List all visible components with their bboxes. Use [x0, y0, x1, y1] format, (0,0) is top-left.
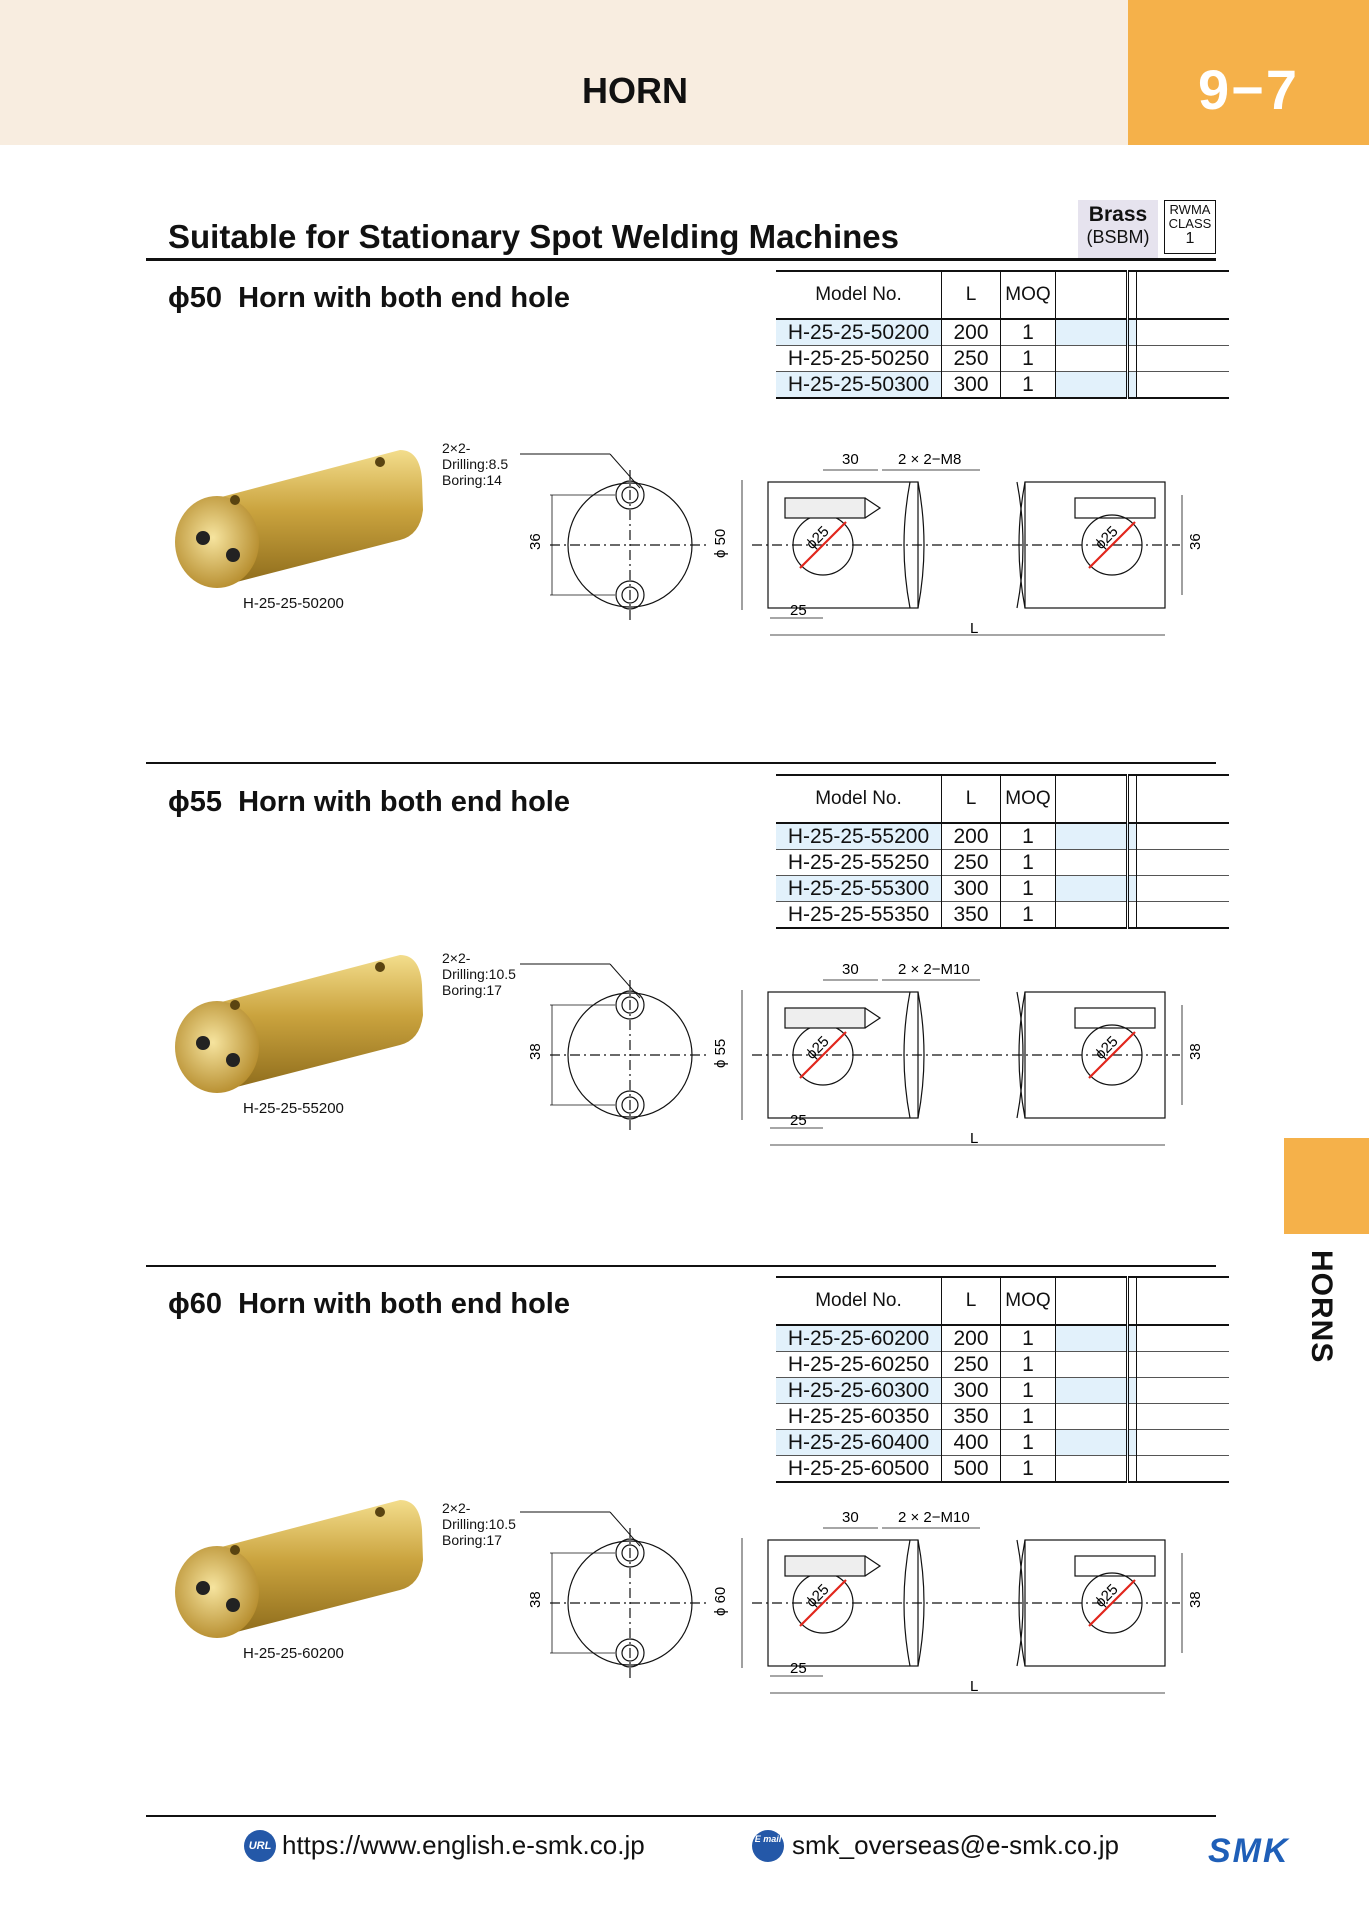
dim-bore-left: ϕ25	[802, 1581, 833, 1611]
dim-length: L	[970, 1130, 979, 1147]
length-cell: 350	[942, 902, 1001, 929]
section-title	[168, 786, 570, 819]
class-label: CLASS	[1168, 216, 1212, 231]
blank-cell	[1056, 319, 1128, 346]
side-tab-label	[1292, 1250, 1352, 1380]
photo-label: H-25-25-55200	[243, 1100, 344, 1117]
spec-table	[776, 774, 1229, 929]
product-photo	[165, 945, 430, 1105]
rwma-class-value: 1	[1185, 230, 1195, 247]
table-row	[776, 1404, 1229, 1430]
page-number-tab: 9−7	[1128, 0, 1369, 145]
spec-table	[776, 1276, 1229, 1483]
moq-cell: 1	[1001, 1430, 1056, 1456]
model-cell: H-25-25-60300	[776, 1378, 942, 1404]
col-header-moq: MOQ	[1001, 1277, 1056, 1325]
note-line: Drilling:10.5	[442, 966, 516, 982]
col-header-blank	[1056, 775, 1128, 823]
col-header-blank	[1137, 775, 1230, 823]
blank-cell	[1137, 823, 1230, 850]
note-line: Boring:17	[442, 982, 502, 998]
blank-cell	[1137, 1352, 1230, 1378]
subtitle-rule	[146, 258, 1216, 261]
product-photo	[165, 440, 430, 600]
col-header-blank	[1137, 1277, 1230, 1325]
blank-cell	[1056, 1352, 1128, 1378]
section-diameter: ϕ60	[168, 1288, 222, 1320]
dim-diameter: ϕ 60	[712, 1586, 729, 1616]
spec-table	[776, 270, 1229, 399]
blank-cell	[1056, 1430, 1128, 1456]
dim-thread: 2 × 2−M10	[898, 1509, 970, 1526]
page-title: HORN	[582, 70, 688, 111]
note-line: Boring:14	[442, 472, 502, 488]
section-title	[168, 1288, 570, 1321]
mail-badge-icon: E mail	[752, 1830, 784, 1862]
table-row	[776, 850, 1229, 876]
col-header-moq: MOQ	[1001, 775, 1056, 823]
model-cell: H-25-25-60250	[787, 1353, 930, 1376]
product-photo	[165, 1490, 430, 1650]
model-cell: H-25-25-50250	[787, 347, 930, 370]
blank-cell	[1137, 1378, 1230, 1404]
blank-cell	[1056, 850, 1128, 876]
blank-cell	[1137, 1430, 1230, 1456]
model-cell: H-25-25-55250	[787, 851, 930, 874]
blank-cell	[1128, 1430, 1137, 1456]
col-header-model: Model No.	[815, 284, 902, 305]
dim-right: 38	[1187, 1043, 1204, 1060]
model-cell: H-25-25-60400	[776, 1430, 942, 1456]
dim-length: L	[970, 620, 979, 637]
dim-bore-right: ϕ25	[1091, 1033, 1122, 1063]
length-cell: 250	[942, 850, 1001, 876]
subtitle: Suitable for Stationary Spot Welding Machines	[168, 218, 899, 255]
blank-cell	[1056, 823, 1128, 850]
section-diameter: ϕ50	[168, 282, 222, 314]
table-row	[776, 1456, 1229, 1483]
table-row	[776, 1378, 1229, 1404]
blank-cell	[1056, 876, 1128, 902]
photo-label: H-25-25-50200	[243, 595, 344, 612]
table-row	[776, 346, 1229, 372]
note-line: Boring:17	[442, 1532, 502, 1548]
model-cell: H-25-25-60200	[776, 1325, 942, 1352]
length-cell: 300	[942, 1378, 1001, 1404]
moq-cell: 1	[1001, 850, 1056, 876]
length-cell: 300	[942, 372, 1001, 399]
blank-cell	[1128, 372, 1137, 399]
dim-bore-left: ϕ25	[802, 523, 833, 553]
col-header-blank	[1056, 271, 1128, 319]
footer-email-link[interactable]: smk_overseas@e-smk.co.jp	[792, 1830, 1119, 1860]
side-tab-text: HORNS	[1305, 1250, 1338, 1364]
col-header-blank	[1128, 1277, 1137, 1325]
blank-cell	[1056, 1325, 1128, 1352]
moq-cell: 1	[1001, 346, 1056, 372]
section-title-text: Horn with both end hole	[238, 282, 570, 314]
blank-cell	[1137, 1456, 1230, 1483]
table-row	[776, 319, 1229, 346]
blank-cell	[1056, 372, 1128, 399]
moq-cell: 1	[1001, 319, 1056, 346]
blank-cell	[1056, 1404, 1128, 1430]
table-row	[776, 1352, 1229, 1378]
dim-right: 36	[1187, 533, 1204, 550]
col-header-blank	[1137, 271, 1230, 319]
dim-offset: 30	[842, 451, 859, 468]
photo-label: H-25-25-60200	[243, 1645, 344, 1662]
col-header-length: L	[942, 1277, 1001, 1325]
note-line: 2×2-	[442, 1500, 471, 1516]
dim-length: L	[970, 1678, 979, 1695]
model-cell: H-25-25-55300	[776, 876, 942, 902]
technical-drawing	[520, 440, 1220, 650]
dim-end: 25	[790, 602, 807, 619]
moq-cell: 1	[1001, 1352, 1056, 1378]
note-line: Drilling:10.5	[442, 1516, 516, 1532]
hole-note	[442, 1500, 516, 1548]
note-line: Drilling:8.5	[442, 456, 509, 472]
blank-cell	[1128, 346, 1137, 372]
col-header-model: Model No.	[815, 788, 902, 809]
col-header-blank	[1128, 271, 1137, 319]
blank-cell	[1137, 876, 1230, 902]
model-cell: H-25-25-60350	[787, 1405, 930, 1428]
blank-cell	[1137, 1325, 1230, 1352]
col-header-moq: MOQ	[1001, 271, 1056, 319]
moq-cell: 1	[1001, 1404, 1056, 1430]
blank-cell	[1056, 1378, 1128, 1404]
material-badge	[1078, 200, 1158, 258]
smk-logo: SMK	[1208, 1832, 1290, 1870]
blank-cell	[1128, 876, 1137, 902]
rwma-class-box	[1164, 200, 1216, 254]
blank-cell	[1128, 1325, 1137, 1352]
model-cell: H-25-25-55350	[787, 903, 930, 926]
section-diameter: ϕ55	[168, 786, 222, 818]
blank-cell	[1137, 1404, 1230, 1430]
blank-cell	[1128, 850, 1137, 876]
dim-hole-distance: 38	[527, 1043, 544, 1060]
length-cell: 300	[942, 876, 1001, 902]
moq-cell: 1	[1001, 876, 1056, 902]
section-rule	[146, 1265, 1216, 1267]
moq-cell: 1	[1001, 902, 1056, 929]
blank-cell	[1128, 1378, 1137, 1404]
blank-cell	[1137, 902, 1230, 929]
material-name: Brass	[1088, 203, 1148, 226]
material-code: (BSBM)	[1086, 227, 1150, 247]
blank-cell	[1056, 346, 1128, 372]
hole-note	[442, 440, 508, 488]
blank-cell	[1128, 823, 1137, 850]
moq-cell: 1	[1001, 1456, 1056, 1483]
table-row	[776, 902, 1229, 929]
dim-offset: 30	[842, 1509, 859, 1526]
length-cell: 200	[942, 823, 1001, 850]
section-rule	[146, 762, 1216, 764]
table-row	[776, 372, 1229, 399]
table-row	[776, 823, 1229, 850]
technical-drawing	[520, 950, 1220, 1160]
length-cell: 200	[942, 319, 1001, 346]
blank-cell	[1128, 1352, 1137, 1378]
dim-diameter: ϕ 50	[712, 528, 729, 558]
table-row	[776, 1325, 1229, 1352]
table-row	[776, 876, 1229, 902]
dim-offset: 30	[842, 961, 859, 978]
dim-diameter: ϕ 55	[712, 1038, 729, 1068]
dim-hole-distance: 36	[527, 533, 544, 550]
blank-cell	[1128, 902, 1137, 929]
section-title	[168, 282, 570, 315]
dim-bore-right: ϕ25	[1091, 1581, 1122, 1611]
blank-cell	[1128, 1456, 1137, 1483]
moq-cell: 1	[1001, 1378, 1056, 1404]
note-line: 2×2-	[442, 440, 471, 456]
length-cell: 250	[942, 346, 1001, 372]
dim-bore-right: ϕ25	[1091, 523, 1122, 553]
blank-cell	[1056, 1456, 1128, 1483]
url-badge-icon: URL	[244, 1830, 276, 1862]
moq-cell: 1	[1001, 372, 1056, 399]
dim-thread: 2 × 2−M8	[898, 451, 962, 468]
section-title-text: Horn with both end hole	[238, 786, 570, 818]
blank-cell	[1137, 850, 1230, 876]
dim-bore-left: ϕ25	[802, 1033, 833, 1063]
note-line: 2×2-	[442, 950, 471, 966]
blank-cell	[1137, 319, 1230, 346]
blank-cell	[1137, 372, 1230, 399]
moq-cell: 1	[1001, 823, 1056, 850]
model-cell: H-25-25-55200	[776, 823, 942, 850]
col-header-length: L	[942, 271, 1001, 319]
table-row	[776, 1430, 1229, 1456]
length-cell: 350	[942, 1404, 1001, 1430]
blank-cell	[1056, 902, 1128, 929]
blank-cell	[1137, 346, 1230, 372]
hole-note	[442, 950, 516, 998]
col-header-model: Model No.	[815, 1290, 902, 1311]
moq-cell: 1	[1001, 1325, 1056, 1352]
blank-cell	[1128, 319, 1137, 346]
length-cell: 200	[942, 1325, 1001, 1352]
col-header-length: L	[942, 775, 1001, 823]
model-cell: H-25-25-60500	[787, 1457, 930, 1480]
col-header-blank	[1128, 775, 1137, 823]
section-title-text: Horn with both end hole	[238, 1288, 570, 1320]
blank-cell	[1128, 1404, 1137, 1430]
model-cell: H-25-25-50200	[776, 319, 942, 346]
length-cell: 400	[942, 1430, 1001, 1456]
footer-url-link[interactable]: https://www.english.e-smk.co.jp	[282, 1830, 645, 1860]
side-tab	[1284, 1138, 1369, 1234]
dim-hole-distance: 38	[527, 1591, 544, 1608]
dim-end: 25	[790, 1112, 807, 1129]
footer-rule	[146, 1815, 1216, 1817]
technical-drawing	[520, 1498, 1220, 1708]
rwma-label: RWMA	[1169, 202, 1211, 217]
model-cell: H-25-25-50300	[776, 372, 942, 399]
dim-thread: 2 × 2−M10	[898, 961, 970, 978]
length-cell: 500	[942, 1456, 1001, 1483]
dim-right: 38	[1187, 1591, 1204, 1608]
length-cell: 250	[942, 1352, 1001, 1378]
dim-end: 25	[790, 1660, 807, 1677]
col-header-blank	[1056, 1277, 1128, 1325]
